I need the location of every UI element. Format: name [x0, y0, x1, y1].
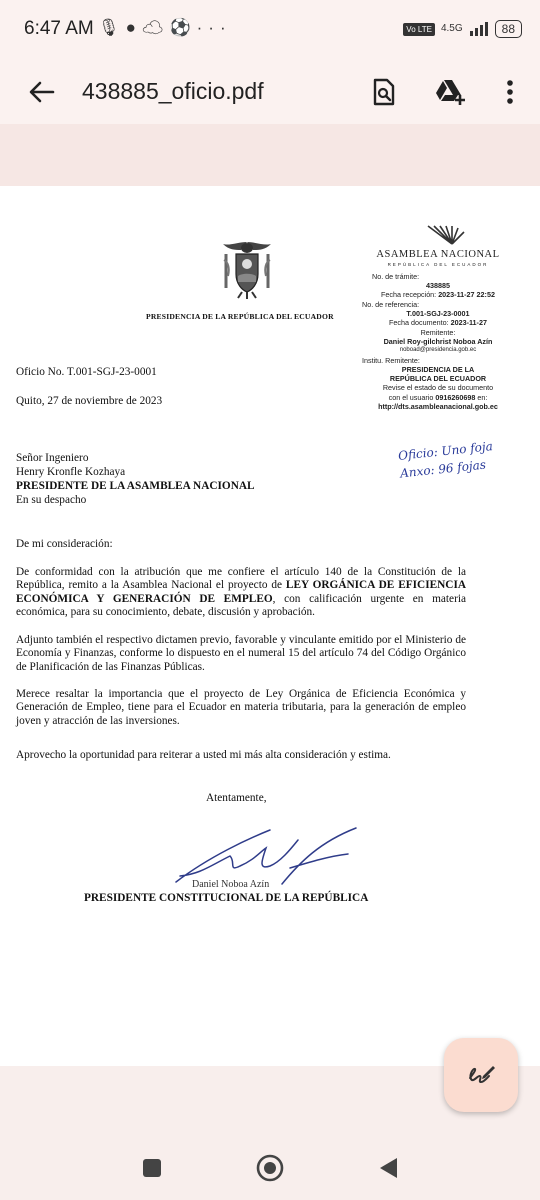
stamp-institucion-1: PRESIDENCIA DE LA [401, 364, 475, 374]
date-line: Quito, 27 de noviembre de 2023 [16, 395, 163, 407]
stamp-revise-2 [358, 393, 518, 402]
chat-icon: ● [125, 18, 142, 37]
closing: Atentamente, [206, 792, 267, 804]
more-dots-icon: ··· [196, 18, 232, 37]
signer-name: Daniel Noboa Azín [192, 879, 270, 890]
stamp-org: ASAMBLEA NACIONAL [376, 249, 500, 261]
addressee-name: Henry Kronfle Kozhaya [16, 466, 126, 478]
ecuador-coat-of-arms [218, 238, 276, 300]
stamp-revise-user: 0916260698 [435, 392, 476, 402]
stamp-recepcion-row [358, 290, 518, 299]
more-vert-icon[interactable] [490, 72, 530, 112]
stamp-revise-1: Revise el estado de su documento [382, 383, 494, 393]
stamp-recepcion: 2023-11-27 22:52 [438, 290, 495, 300]
back-arrow-icon[interactable] [22, 70, 62, 114]
signal-icon [469, 22, 489, 36]
viewer-background [0, 124, 540, 186]
stamp-remitente-label: Remitente: [420, 327, 456, 337]
stamp-referencia-label: No. de referencia: [362, 299, 420, 309]
stamp-fecha-doc: 2023-11-27 [450, 318, 487, 328]
drive-add-icon[interactable] [430, 72, 470, 112]
stamp-revise-pre: con el usuario [388, 392, 434, 402]
paragraph-1-b: , con calificación urgente en materia económica, para su conocimiento, debate, discusión y aprobación. [16, 592, 466, 619]
search-document-icon[interactable] [364, 72, 404, 112]
stamp-recepcion-label: Fecha recepción: [381, 290, 437, 300]
law-title: LEY ORGÁNICA DE EFICIENCIA ECONÓMICA Y GENERACIÓN DE EMPLEO [16, 579, 467, 605]
stamp-fecha-doc-row [358, 318, 518, 327]
stamp-email: noboad@presidencia.gob.ec [399, 347, 477, 354]
reception-stamp [358, 224, 518, 411]
stamp-tramite: 438885 [426, 281, 450, 291]
sign-fab[interactable] [444, 1038, 518, 1112]
notification-icons [98, 18, 232, 38]
muted-mic-icon: 🎙 [98, 18, 126, 37]
volte-badge: Vo LTE [403, 23, 435, 36]
status-right [403, 20, 522, 38]
stamp-revise-post: en: [477, 392, 488, 402]
stamp-institucion-2: REPÚBLICA DEL ECUADOR [389, 374, 487, 384]
edit-signature-icon [466, 1062, 496, 1088]
letterhead-title: PRESIDENCIA DE LA REPÚBLICA DEL ECUADOR [146, 312, 334, 321]
soccer-ball-icon: ⚽ [169, 18, 197, 37]
addressee-title: Señor Ingeniero [16, 452, 89, 464]
handwritten-note-1: Oficio: Uno foja [397, 439, 494, 463]
paragraph-1-a: De conformidad con la atribución que me confiere el artículo 140 de la Constitución de la República, remito a la Asamblea Nacional el proyecto de [16, 566, 466, 592]
status-time: 6:47 AM [24, 18, 94, 39]
app-bar [0, 62, 540, 124]
stamp-institucion-label: Institu. Remitente: [362, 355, 420, 365]
stamp-fecha-doc-label: Fecha documento: [389, 318, 449, 328]
file-title: 438885_oficio.pdf [82, 78, 264, 104]
paragraph-4: Aprovecho la oportunidad para reiterar a usted mi más alta consideración y estima. [16, 749, 391, 761]
greeting: De mi consideración: [16, 538, 113, 550]
system-nav-bar [0, 1136, 540, 1200]
battery-icon: 88 [495, 20, 522, 38]
signer-title: PRESIDENTE CONSTITUCIONAL DE LA REPÚBLICA [84, 892, 369, 904]
network-type: 4.5G [440, 23, 463, 34]
paragraph-2: Adjunto también el respectivo dictamen previo, favorable y vinculante emitido por el Ministerio de Economía y Finanzas, conforme lo dispuesto en el numeral 15 del artículo 74 del Código Orgánico de Planificación de las Finanzas Públicas. [16, 634, 466, 673]
cloud-icon: ☁ [141, 18, 170, 37]
stamp-remitente: Daniel Roy-gilchrist Noboa Azín [383, 336, 493, 346]
stamp-tramite-label: No. de trámite: [372, 271, 420, 281]
stamp-org-sub: REPÚBLICA DEL ECUADOR [387, 261, 489, 267]
back-triangle-icon[interactable] [370, 1150, 406, 1186]
status-bar [0, 0, 540, 62]
addressee-position: PRESIDENTE DE LA ASAMBLEA NACIONAL [16, 480, 255, 492]
stamp-url[interactable]: http://dts.asambleanacional.gob.ec [378, 402, 498, 412]
paragraph-1 [16, 566, 466, 620]
oficio-number: Oficio No. T.001-SGJ-23-0001 [16, 366, 157, 378]
stamp-referencia: T.001-SGJ-23-0001 [406, 309, 470, 319]
handwritten-note-2: Anxo: 96 fojas [399, 457, 487, 481]
pdf-page[interactable] [0, 186, 540, 1066]
asamblea-logo-icon [408, 224, 468, 246]
paragraph-3: Merece resaltar la importancia que el proyecto de Ley Orgánica de Eficiencia Económica y Generación de Empleo, tiene para el Ecuador en materia tributaria, para la generación de empleo joven y atracción de las inversiones. [16, 688, 466, 727]
home-circle-icon[interactable] [252, 1150, 288, 1186]
recents-square-icon[interactable] [134, 1150, 170, 1186]
addressee-office: En su despacho [16, 494, 87, 506]
